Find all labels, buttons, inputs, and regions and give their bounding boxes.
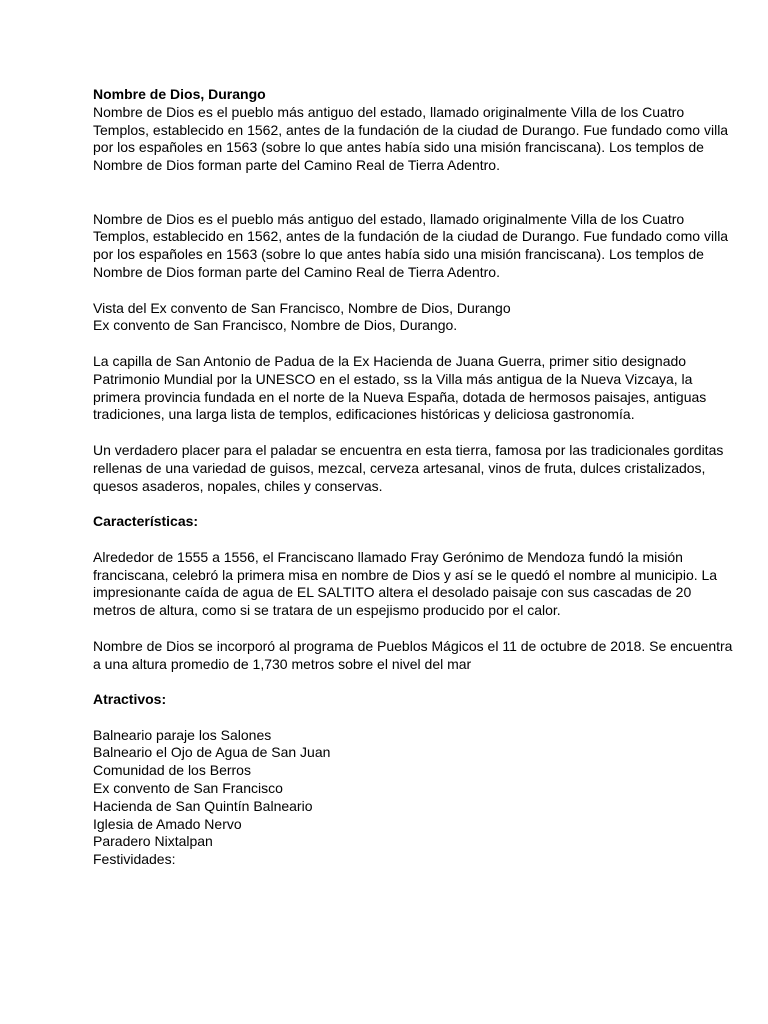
historia-paragraph: Alrededor de 1555 a 1556, el Franciscano llamado Fray Gerónimo de Mendoza fundó la misión franciscana, celebró la primera misa en nombre de Dios y así se le quedó el nombre al municipio. La impresionante caída de agua de EL SALTITO altera el desolado paisaje con sus cascadas de 20 metros de altura, como si se tratara de un espejismo producido por el calor. (93, 548, 718, 619)
spacer (93, 531, 733, 549)
spacer (93, 495, 733, 513)
caption-line-1: Vista del Ex convento de San Francisco, Nombre de Dios, Durango (93, 299, 511, 316)
intro-paragraph: Nombre de Dios es el pueblo más antiguo del estado, llamado originalmente Villa de los Cuatro Templos, establecido en 1562, antes de la fundación de la ciudad de Durango. Fue fundado como villa por los españoles en 1563 (sobre lo que antes había sido una misión franciscana). Los templos de Nombre de Dios forman parte del Camino Real de Tierra Adentro. (93, 103, 729, 174)
spacer (93, 673, 733, 691)
document-page (93, 86, 733, 869)
spacer (93, 175, 733, 211)
spacer (93, 335, 733, 353)
list-item: Ex convento de San Francisco (93, 780, 283, 797)
list-item: Paradero Nixtalpan (93, 833, 213, 850)
spacer (93, 620, 733, 638)
list-item: Balneario el Ojo de Agua de San Juan (93, 744, 331, 761)
spacer (93, 424, 733, 442)
capilla-paragraph: La capilla de San Antonio de Padua de la Ex Hacienda de Juana Guerra, primer sitio designado Patrimonio Mundial por la UNESCO en el estado, ss la Villa más antigua de la Nueva Vizcaya, la primera provincia fundada en el norte de la Nueva España, dotada de hermosos paisajes, antiguas tradiciones, una larga lista de templos, edificaciones históricas y deliciosa gastronomía. (93, 352, 707, 423)
caracteristicas-heading: Características: (93, 513, 199, 530)
atractivos-list (93, 727, 733, 869)
list-item: Hacienda de San Quintín Balneario (93, 797, 313, 814)
gastronomia-paragraph: Un verdadero placer para el paladar se encuentra en esta tierra, famosa por las tradicionales gorditas rellenas de una variedad de guisos, mezcal, cerveza artesanal, vinos de fruta, dulces cristalizados, quesos asaderos, nopales, chiles y conservas. (93, 441, 724, 494)
list-item: Balneario paraje los Salones (93, 726, 272, 743)
spacer (93, 282, 733, 300)
list-item: Iglesia de Amado Nervo (93, 815, 242, 832)
atractivos-heading: Atractivos: (93, 691, 167, 708)
document-title: Nombre de Dios, Durango (93, 86, 266, 102)
caption-line-2: Ex convento de San Francisco, Nombre de Dios, Durango. (93, 317, 458, 334)
spacer (93, 709, 733, 727)
list-item: Comunidad de los Berros (93, 762, 251, 779)
intro-repeat-paragraph: Nombre de Dios es el pueblo más antiguo del estado, llamado originalmente Villa de los Cuatro Templos, establecido en 1562, antes de la fundación de la ciudad de Durango. Fue fundado como villa por los españoles en 1563 (sobre lo que antes había sido una misión franciscana). Los templos de Nombre de Dios forman parte del Camino Real de Tierra Adentro. (93, 210, 729, 280)
list-item: Festividades: (93, 851, 176, 868)
pueblos-magicos-paragraph: Nombre de Dios se incorporó al programa de Pueblos Mágicos el 11 de octubre de 2018. Se encuentra a una altura promedio de 1,730 metros sobre el nivel del mar (93, 637, 733, 672)
